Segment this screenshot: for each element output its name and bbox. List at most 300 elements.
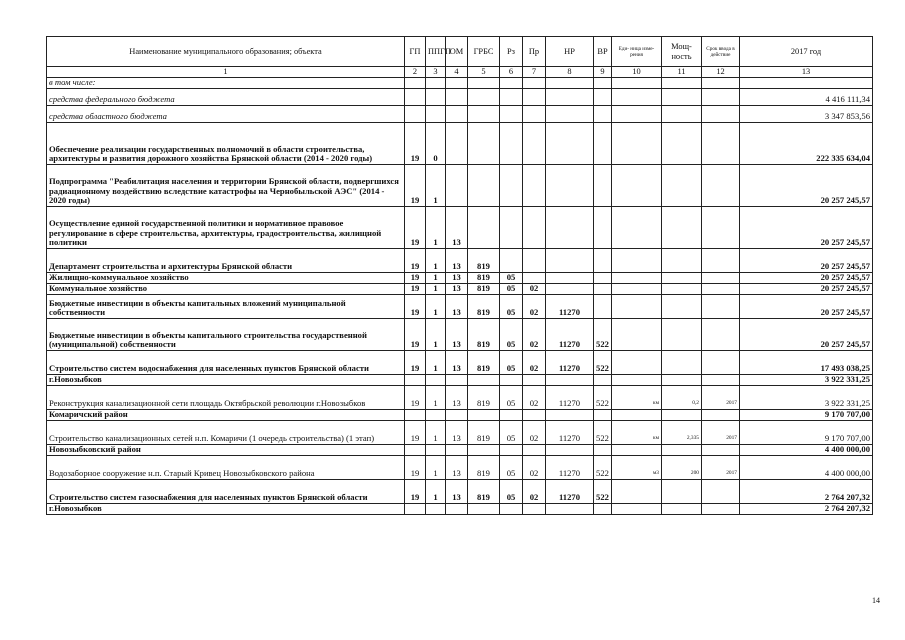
code-cell (500, 410, 523, 421)
power-cell: 0,2 (662, 386, 702, 410)
table-body (47, 78, 873, 515)
power-cell (662, 273, 702, 284)
term-cell (702, 78, 740, 89)
code-cell (446, 504, 468, 515)
code-cell (546, 273, 594, 284)
term-cell: 2017 (702, 386, 740, 410)
code-cell (594, 106, 612, 123)
power-cell (662, 106, 702, 123)
unit-cell: км (612, 386, 662, 410)
code-cell: 522 (594, 456, 612, 480)
code-cell (594, 273, 612, 284)
code-cell: 11270 (546, 480, 594, 504)
unit-cell (612, 375, 662, 386)
column-number-row (47, 67, 873, 78)
code-cell (500, 78, 523, 89)
term-cell: 2017 (702, 421, 740, 445)
power-cell (662, 165, 702, 207)
term-cell (702, 273, 740, 284)
code-cell (500, 123, 523, 165)
table-row (47, 319, 873, 351)
column-number: 1 (47, 67, 405, 78)
row-name-cell: Новозыбковский район (47, 445, 405, 456)
table-row (47, 480, 873, 504)
unit-cell (612, 351, 662, 375)
row-name-cell: Осуществление единой государственной политики и нормативное правовое регулирование в сфере строительства, архитектуры, градостроительства, жилищной политики (47, 207, 405, 249)
page-number: 14 (872, 596, 880, 605)
row-name-cell: Обеспечение реализации государственных полномочий в области строительства, архитектуры и развития дорожного хозяйства Брянской области (2014 - 2020 годы) (47, 123, 405, 165)
power-cell (662, 89, 702, 106)
code-cell (523, 504, 546, 515)
table-row (47, 78, 873, 89)
header-vr: ВР (594, 37, 612, 67)
code-cell (405, 504, 426, 515)
header-name: Наименование муниципального образования; объекта (47, 37, 405, 67)
code-cell: 819 (468, 480, 500, 504)
code-cell (468, 207, 500, 249)
code-cell: 19 (405, 319, 426, 351)
power-cell (662, 295, 702, 319)
code-cell: 1 (426, 207, 446, 249)
code-cell: 522 (594, 386, 612, 410)
code-cell: 13 (446, 351, 468, 375)
code-cell: 11270 (546, 295, 594, 319)
row-name-cell: Коммунальное хозяйство (47, 284, 405, 295)
code-cell: 05 (500, 273, 523, 284)
unit-cell (612, 273, 662, 284)
code-cell (500, 249, 523, 273)
code-cell (523, 106, 546, 123)
code-cell: 02 (523, 319, 546, 351)
power-cell: 2,335 (662, 421, 702, 445)
code-cell: 11270 (546, 351, 594, 375)
code-cell (468, 445, 500, 456)
code-cell: 19 (405, 273, 426, 284)
column-number: 9 (594, 67, 612, 78)
code-cell: 19 (405, 249, 426, 273)
term-cell (702, 284, 740, 295)
code-cell (446, 375, 468, 386)
term-cell (702, 351, 740, 375)
code-cell: 819 (468, 284, 500, 295)
row-name-cell: Строительство систем газоснабжения для населенных пунктов Брянской области (47, 480, 405, 504)
code-cell: 522 (594, 319, 612, 351)
code-cell: 13 (446, 386, 468, 410)
table-row (47, 165, 873, 207)
code-cell (468, 504, 500, 515)
header-pr: Пр (523, 37, 546, 67)
code-cell: 819 (468, 386, 500, 410)
unit-cell (612, 295, 662, 319)
code-cell (594, 284, 612, 295)
row-name-cell: Бюджетные инвестиции в объекты капитальных вложений муниципальной собственности (47, 295, 405, 319)
code-cell (523, 207, 546, 249)
row-name-cell: Бюджетные инвестиции в объекты капитального строительства государственной (муниципальной) собственности (47, 319, 405, 351)
code-cell: 19 (405, 421, 426, 445)
amount-cell: 3 922 331,25 (740, 386, 873, 410)
amount-cell: 20 257 245,57 (740, 165, 873, 207)
term-cell (702, 375, 740, 386)
code-cell: 13 (446, 207, 468, 249)
table-row (47, 273, 873, 284)
code-cell (523, 273, 546, 284)
code-cell (468, 89, 500, 106)
code-cell (426, 89, 446, 106)
power-cell (662, 207, 702, 249)
row-name-cell: Строительство канализационных сетей н.п. Комаричи (1 очередь строительства) (1 этап) (47, 421, 405, 445)
table-row (47, 249, 873, 273)
power-cell (662, 504, 702, 515)
code-cell (405, 375, 426, 386)
code-cell (523, 78, 546, 89)
code-cell: 819 (468, 351, 500, 375)
unit-cell: м3 (612, 456, 662, 480)
term-cell (702, 295, 740, 319)
amount-cell: 20 257 245,57 (740, 319, 873, 351)
code-cell: 1 (426, 351, 446, 375)
row-name-cell: г.Новозыбков (47, 375, 405, 386)
row-name-cell: Подпрограмма "Реабилитация населения и территории Брянской области, подвергшихся радиационному воздействию вследствие катастрофы на Чернобыльской АЭС" (2014 - 2020 годы) (47, 165, 405, 207)
amount-cell: 4 400 000,00 (740, 445, 873, 456)
row-name-cell: Жилищно-коммунальное хозяйство (47, 273, 405, 284)
table-row (47, 445, 873, 456)
code-cell: 02 (523, 295, 546, 319)
code-cell: 05 (500, 456, 523, 480)
code-cell: 19 (405, 123, 426, 165)
code-cell (500, 207, 523, 249)
header-term: Срок ввода в действие (702, 37, 740, 67)
code-cell: 05 (500, 295, 523, 319)
code-cell: 522 (594, 480, 612, 504)
code-cell: 819 (468, 319, 500, 351)
table-row (47, 386, 873, 410)
code-cell (446, 106, 468, 123)
column-number: 2 (405, 67, 426, 78)
code-cell (446, 165, 468, 207)
amount-cell: 9 170 707,00 (740, 410, 873, 421)
unit-cell (612, 504, 662, 515)
unit-cell (612, 319, 662, 351)
code-cell: 13 (446, 249, 468, 273)
code-cell (426, 445, 446, 456)
code-cell (500, 89, 523, 106)
code-cell: 02 (523, 421, 546, 445)
code-cell (426, 106, 446, 123)
code-cell: 819 (468, 421, 500, 445)
column-number: 3 (426, 67, 446, 78)
code-cell (594, 207, 612, 249)
row-name-cell: г.Новозыбков (47, 504, 405, 515)
code-cell (594, 410, 612, 421)
code-cell: 13 (446, 284, 468, 295)
power-cell (662, 249, 702, 273)
power-cell (662, 123, 702, 165)
code-cell: 11270 (546, 386, 594, 410)
budget-table-sheet (46, 36, 873, 515)
code-cell: 05 (500, 319, 523, 351)
power-cell (662, 480, 702, 504)
code-cell: 13 (446, 295, 468, 319)
code-cell (594, 375, 612, 386)
table-row (47, 89, 873, 106)
code-cell (594, 78, 612, 89)
code-cell: 02 (523, 284, 546, 295)
code-cell: 19 (405, 284, 426, 295)
code-cell: 05 (500, 386, 523, 410)
row-name-cell: Департамент строительства и архитектуры Брянской области (47, 249, 405, 273)
code-cell (523, 375, 546, 386)
code-cell (405, 410, 426, 421)
amount-cell: 3 347 853,56 (740, 106, 873, 123)
code-cell (594, 504, 612, 515)
amount-cell: 20 257 245,57 (740, 207, 873, 249)
column-number: 13 (740, 67, 873, 78)
header-year: 2017 год (740, 37, 873, 67)
amount-cell (740, 78, 873, 89)
code-cell (594, 249, 612, 273)
power-cell (662, 78, 702, 89)
row-name-cell: Комаричский район (47, 410, 405, 421)
code-cell (446, 445, 468, 456)
code-cell (468, 165, 500, 207)
table-row (47, 456, 873, 480)
code-cell (500, 445, 523, 456)
row-name-cell: Реконструкция канализационной сети площадь Октябрьской революции г.Новозыбков (47, 386, 405, 410)
code-cell: 819 (468, 295, 500, 319)
code-cell (446, 89, 468, 106)
power-cell (662, 375, 702, 386)
code-cell (426, 410, 446, 421)
code-cell: 19 (405, 295, 426, 319)
code-cell (546, 207, 594, 249)
code-cell (546, 165, 594, 207)
code-cell (594, 123, 612, 165)
unit-cell (612, 410, 662, 421)
amount-cell: 20 257 245,57 (740, 284, 873, 295)
code-cell: 1 (426, 249, 446, 273)
header-grbs: ГРБС (468, 37, 500, 67)
column-number: 10 (612, 67, 662, 78)
table-row (47, 284, 873, 295)
amount-cell: 222 335 634,04 (740, 123, 873, 165)
term-cell (702, 89, 740, 106)
row-name-cell: Строительство систем водоснабжения для населенных пунктов Брянской области (47, 351, 405, 375)
code-cell: 19 (405, 480, 426, 504)
code-cell: 05 (500, 284, 523, 295)
code-cell: 05 (500, 421, 523, 445)
code-cell (405, 445, 426, 456)
code-cell: 11270 (546, 421, 594, 445)
unit-cell (612, 165, 662, 207)
row-name-cell: Водозаборное сооружение н.п. Старый Кривец Новозыбковского района (47, 456, 405, 480)
code-cell (546, 445, 594, 456)
code-cell (468, 410, 500, 421)
amount-cell: 9 170 707,00 (740, 421, 873, 445)
code-cell (405, 106, 426, 123)
header-row (47, 37, 873, 67)
code-cell: 819 (468, 273, 500, 284)
term-cell (702, 249, 740, 273)
code-cell (446, 78, 468, 89)
code-cell (468, 123, 500, 165)
unit-cell (612, 207, 662, 249)
code-cell: 1 (426, 295, 446, 319)
amount-cell: 4 400 000,00 (740, 456, 873, 480)
amount-cell: 4 416 111,34 (740, 89, 873, 106)
code-cell (500, 504, 523, 515)
table-row (47, 410, 873, 421)
code-cell: 1 (426, 319, 446, 351)
code-cell (468, 78, 500, 89)
term-cell (702, 445, 740, 456)
column-number: 11 (662, 67, 702, 78)
code-cell (594, 445, 612, 456)
code-cell: 1 (426, 480, 446, 504)
amount-cell: 20 257 245,57 (740, 249, 873, 273)
code-cell (594, 295, 612, 319)
unit-cell (612, 106, 662, 123)
unit-cell (612, 78, 662, 89)
code-cell: 11270 (546, 456, 594, 480)
amount-cell: 3 922 331,25 (740, 375, 873, 386)
code-cell: 19 (405, 165, 426, 207)
code-cell (500, 375, 523, 386)
term-cell (702, 207, 740, 249)
code-cell: 1 (426, 386, 446, 410)
table-row (47, 207, 873, 249)
code-cell (468, 106, 500, 123)
row-name-cell: средства федерального бюджета (47, 89, 405, 106)
term-cell (702, 165, 740, 207)
code-cell: 19 (405, 351, 426, 375)
code-cell (468, 375, 500, 386)
table-row (47, 375, 873, 386)
code-cell (546, 249, 594, 273)
header-rz: Рз (500, 37, 523, 67)
unit-cell (612, 445, 662, 456)
code-cell: 02 (523, 386, 546, 410)
code-cell (523, 89, 546, 106)
code-cell: 1 (426, 284, 446, 295)
code-cell (523, 123, 546, 165)
table-row (47, 123, 873, 165)
header-om: ОМ (446, 37, 468, 67)
code-cell (446, 123, 468, 165)
power-cell (662, 319, 702, 351)
unit-cell (612, 123, 662, 165)
header-power: Мощ- ность (662, 37, 702, 67)
amount-cell: 20 257 245,57 (740, 295, 873, 319)
code-cell (546, 410, 594, 421)
code-cell: 1 (426, 456, 446, 480)
code-cell: 1 (426, 165, 446, 207)
code-cell: 02 (523, 480, 546, 504)
code-cell: 13 (446, 480, 468, 504)
code-cell (426, 375, 446, 386)
code-cell: 19 (405, 456, 426, 480)
code-cell (405, 78, 426, 89)
code-cell: 1 (426, 421, 446, 445)
row-name-cell: в том числе: (47, 78, 405, 89)
code-cell: 05 (500, 351, 523, 375)
code-cell: 13 (446, 319, 468, 351)
code-cell (523, 410, 546, 421)
code-cell (546, 106, 594, 123)
code-cell (523, 249, 546, 273)
power-cell (662, 410, 702, 421)
column-number: 12 (702, 67, 740, 78)
code-cell: 19 (405, 207, 426, 249)
term-cell (702, 319, 740, 351)
code-cell: 0 (426, 123, 446, 165)
column-number: 5 (468, 67, 500, 78)
code-cell (546, 375, 594, 386)
table-row (47, 295, 873, 319)
code-cell: 1 (426, 273, 446, 284)
unit-cell (612, 89, 662, 106)
table-row (47, 504, 873, 515)
term-cell (702, 504, 740, 515)
code-cell (546, 78, 594, 89)
unit-cell (612, 480, 662, 504)
amount-cell: 2 764 207,32 (740, 504, 873, 515)
code-cell: 819 (468, 249, 500, 273)
code-cell: 19 (405, 386, 426, 410)
unit-cell (612, 284, 662, 295)
term-cell (702, 480, 740, 504)
power-cell: 200 (662, 456, 702, 480)
row-name-cell: средства областного бюджета (47, 106, 405, 123)
unit-cell: км (612, 421, 662, 445)
term-cell (702, 106, 740, 123)
power-cell (662, 351, 702, 375)
column-number: 7 (523, 67, 546, 78)
code-cell (546, 89, 594, 106)
code-cell (523, 445, 546, 456)
power-cell (662, 284, 702, 295)
code-cell: 05 (500, 480, 523, 504)
code-cell: 13 (446, 421, 468, 445)
code-cell: 11270 (546, 319, 594, 351)
power-cell (662, 445, 702, 456)
amount-cell: 20 257 245,57 (740, 273, 873, 284)
table-row (47, 421, 873, 445)
table-row (47, 106, 873, 123)
code-cell (546, 284, 594, 295)
code-cell (500, 106, 523, 123)
code-cell: 02 (523, 351, 546, 375)
amount-cell: 2 764 207,32 (740, 480, 873, 504)
code-cell: 522 (594, 421, 612, 445)
term-cell (702, 123, 740, 165)
term-cell (702, 410, 740, 421)
code-cell (405, 89, 426, 106)
unit-cell (612, 249, 662, 273)
term-cell: 2017 (702, 456, 740, 480)
column-number: 8 (546, 67, 594, 78)
header-nr: НР (546, 37, 594, 67)
budget-table (46, 36, 873, 515)
code-cell (546, 504, 594, 515)
code-cell (426, 504, 446, 515)
code-cell (446, 410, 468, 421)
code-cell: 522 (594, 351, 612, 375)
code-cell (546, 123, 594, 165)
header-gp: ГП (405, 37, 426, 67)
table-row (47, 351, 873, 375)
code-cell (594, 89, 612, 106)
code-cell: 819 (468, 456, 500, 480)
